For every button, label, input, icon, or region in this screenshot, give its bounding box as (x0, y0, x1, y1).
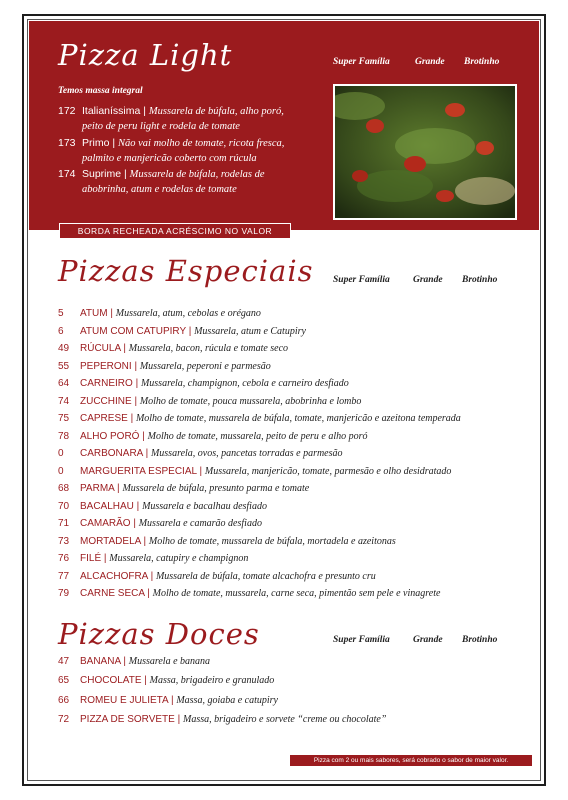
item-number: 65 (58, 675, 70, 687)
item-name: ATUM (80, 308, 108, 319)
item-number: 75 (58, 413, 70, 424)
item-number: 73 (58, 535, 70, 547)
menu-item: 71 CAMARÃO | Mussarela e camarão desfiado (58, 518, 262, 529)
size-super-familia: Super Família (333, 57, 390, 67)
menu-item: 77 ALCACHOFRA | Mussarela de búfala, tomate alcachofra e presunto cru (58, 570, 376, 582)
massa-integral-note: Temos massa integral (58, 86, 143, 96)
item-name: PIZZA DE SORVETE (80, 713, 175, 725)
item-number: 79 (58, 588, 70, 599)
menu-item: 72 PIZZA DE SORVETE | Massa, brigadeiro e sorvete “creme ou chocolate” (58, 713, 387, 725)
item-description: Mussarela, catupiry e champignon (109, 553, 249, 564)
item-name: BANANA (80, 656, 121, 667)
item-name: CHOCOLATE (80, 675, 142, 687)
item-description: Molho de tomate, mussarela, peito de peru e alho poró (147, 430, 368, 442)
item-name: ALHO PORÓ (80, 430, 140, 442)
item-name: Suprime (82, 168, 122, 180)
item-description: Mussarela, manjericão, tomate, parmesão e olho desidratado (204, 465, 452, 477)
size-brotinho: Brotinho (464, 57, 500, 67)
menu-item: 76 FILÉ | Mussarela, catupiry e champignon (58, 553, 249, 564)
item-number: 5 (58, 308, 64, 319)
item-name: CARNEIRO (80, 378, 133, 389)
item-name: MARGUERITA ESPECIAL (80, 465, 197, 477)
light-item: 172 Italianíssima | Mussarela de búfala, alho poró, peito de peru light e rodela de tomate (58, 105, 284, 132)
menu-item: 0 CARBONARA | Mussarela, ovos, pancetas torradas e parmesão (58, 448, 343, 459)
item-name: BACALHAU (80, 500, 134, 512)
item-description: Mussarela de búfala, presunto parma e tomate (122, 483, 310, 494)
item-name: PARMA (80, 483, 115, 494)
item-description: Mussarela, champignon, cebola e carneiro desfiado (140, 378, 349, 389)
item-number: 76 (58, 553, 70, 564)
menu-item: 66 ROMEU E JULIETA | Massa, goiaba e catupiry (58, 694, 278, 706)
pizza-light-title: Pizza Light (58, 38, 233, 72)
item-number: 66 (58, 694, 70, 706)
size-grande: Grande (413, 275, 443, 285)
menu-item: 6 ATUM COM CATUPIRY | Mussarela, atum e Catupiry (58, 325, 306, 337)
light-item: 173 Primo | Não vai molho de tomate, ricota fresca, palmito e manjericão coberto com rúcula (58, 137, 285, 164)
light-item: 174 Suprime | Mussarela de búfala, rodelas de abobrinha, atum e rodelas de tomate (58, 168, 265, 195)
item-name: Italianíssima (82, 105, 141, 117)
item-number: 6 (58, 325, 64, 337)
item-name: ROMEU E JULIETA (80, 694, 169, 706)
item-description: Molho de tomate, mussarela, carne seca, pimentão sem pele e vinagrete (152, 588, 441, 599)
item-description: Molho de tomate, pouca mussarela, abobrinha e lombo (139, 395, 362, 407)
menu-item: 68 PARMA | Mussarela de búfala, presunto parma e tomate (58, 483, 310, 494)
item-name: Primo (82, 137, 110, 149)
item-number: 55 (58, 360, 70, 372)
item-description: Mussarela, ovos, pancetas torradas e parmesão (150, 448, 343, 459)
item-name: ZUCCHINE (80, 395, 132, 407)
item-description: Mussarela e banana (128, 656, 211, 667)
pizza-photo (333, 84, 517, 220)
menu-item: 74 ZUCCHINE | Molho de tomate, pouca mussarela, abobrinha e lombo (58, 395, 362, 407)
item-name: CARBONARA (80, 448, 143, 459)
item-name: RÚCULA (80, 343, 121, 354)
menu-item: 64 CARNEIRO | Mussarela, champignon, cebola e carneiro desfiado (58, 378, 349, 389)
item-name: ATUM COM CATUPIRY (80, 325, 186, 337)
menu-item: 5 ATUM | Mussarela, atum, cebolas e orégano (58, 308, 261, 319)
menu-item: 49 RÚCULA | Mussarela, bacon, rúcula e tomate seco (58, 343, 289, 354)
item-number: 0 (58, 448, 64, 459)
footnote: Pizza com 2 ou mais sabores, será cobrado o sabor de maior valor. (290, 755, 532, 766)
item-number: 77 (58, 570, 70, 582)
item-name: CAMARÃO (80, 518, 131, 529)
menu-item: 47 BANANA | Mussarela e banana (58, 656, 211, 667)
item-number: 70 (58, 500, 70, 512)
item-description: Massa, brigadeiro e sorvete “creme ou chocolate” (183, 713, 387, 725)
menu-item: 78 ALHO PORÓ | Molho de tomate, mussarela, peito de peru e alho poró (58, 430, 368, 442)
item-description: Mussarela e camarão desfiado (138, 518, 262, 529)
item-description: Massa, brigadeiro e granulado (149, 675, 275, 687)
borda-recheada-banner: BORDA RECHEADA ACRÉSCIMO NO VALOR (59, 223, 291, 239)
item-name: CAPRESE (80, 413, 128, 424)
item-description: Molho de tomate, mussarela de búfala, tomate, manjericão e azeitona temperada (135, 413, 461, 424)
size-brotinho: Brotinho (462, 275, 498, 285)
item-number: 47 (58, 656, 70, 667)
menu-item: 0 MARGUERITA ESPECIAL | Mussarela, manjericão, tomate, parmesão e olho desidratado (58, 465, 452, 477)
item-name: FILÉ (80, 553, 102, 564)
pizzas-doces-title: Pizzas Doces (58, 617, 260, 651)
menu-item: 55 PEPERONI | Mussarela, peperoni e parmesão (58, 360, 271, 372)
item-description: Massa, goiaba e catupiry (176, 694, 278, 706)
item-description: Molho de tomate, mussarela de búfala, mortadela e azeitonas (148, 535, 396, 547)
menu-item: 79 CARNE SECA | Molho de tomate, mussarela, carne seca, pimentão sem pele e vinagrete (58, 588, 441, 599)
menu-item: 75 CAPRESE | Molho de tomate, mussarela de búfala, tomate, manjericão e azeitona temperada (58, 413, 461, 424)
size-brotinho: Brotinho (462, 635, 498, 645)
item-description: Mussarela, bacon, rúcula e tomate seco (128, 343, 289, 354)
item-number: 74 (58, 395, 70, 407)
size-grande: Grande (415, 57, 445, 67)
item-description: Mussarela, peperoni e parmesão (139, 360, 271, 372)
item-name: ALCACHOFRA (80, 570, 148, 582)
menu-item: 65 CHOCOLATE | Massa, brigadeiro e granulado (58, 675, 275, 687)
item-number: 0 (58, 465, 64, 477)
size-super-familia: Super Família (333, 635, 390, 645)
item-number: 72 (58, 713, 70, 725)
item-name: PEPERONI (80, 360, 132, 372)
item-description: Mussarela e bacalhau desfiado (142, 500, 267, 512)
item-number: 64 (58, 378, 70, 389)
item-description: Mussarela, atum, cebolas e orégano (115, 308, 261, 319)
item-number: 68 (58, 483, 70, 494)
pizzas-especiais-title: Pizzas Especiais (58, 254, 314, 288)
item-name: CARNE SECA (80, 588, 145, 599)
size-grande: Grande (413, 635, 443, 645)
item-number: 78 (58, 430, 70, 442)
item-name: MORTADELA (80, 535, 141, 547)
item-number: 49 (58, 343, 70, 354)
item-number: 71 (58, 518, 70, 529)
size-super-familia: Super Família (333, 275, 390, 285)
pizza-photo-image (335, 86, 515, 218)
menu-item: 70 BACALHAU | Mussarela e bacalhau desfiado (58, 500, 267, 512)
item-description: Mussarela de búfala, tomate alcachofra e presunto cru (155, 570, 376, 582)
item-description: Mussarela, atum e Catupiry (194, 325, 306, 337)
menu-item: 73 MORTADELA | Molho de tomate, mussarela de búfala, mortadela e azeitonas (58, 535, 396, 547)
